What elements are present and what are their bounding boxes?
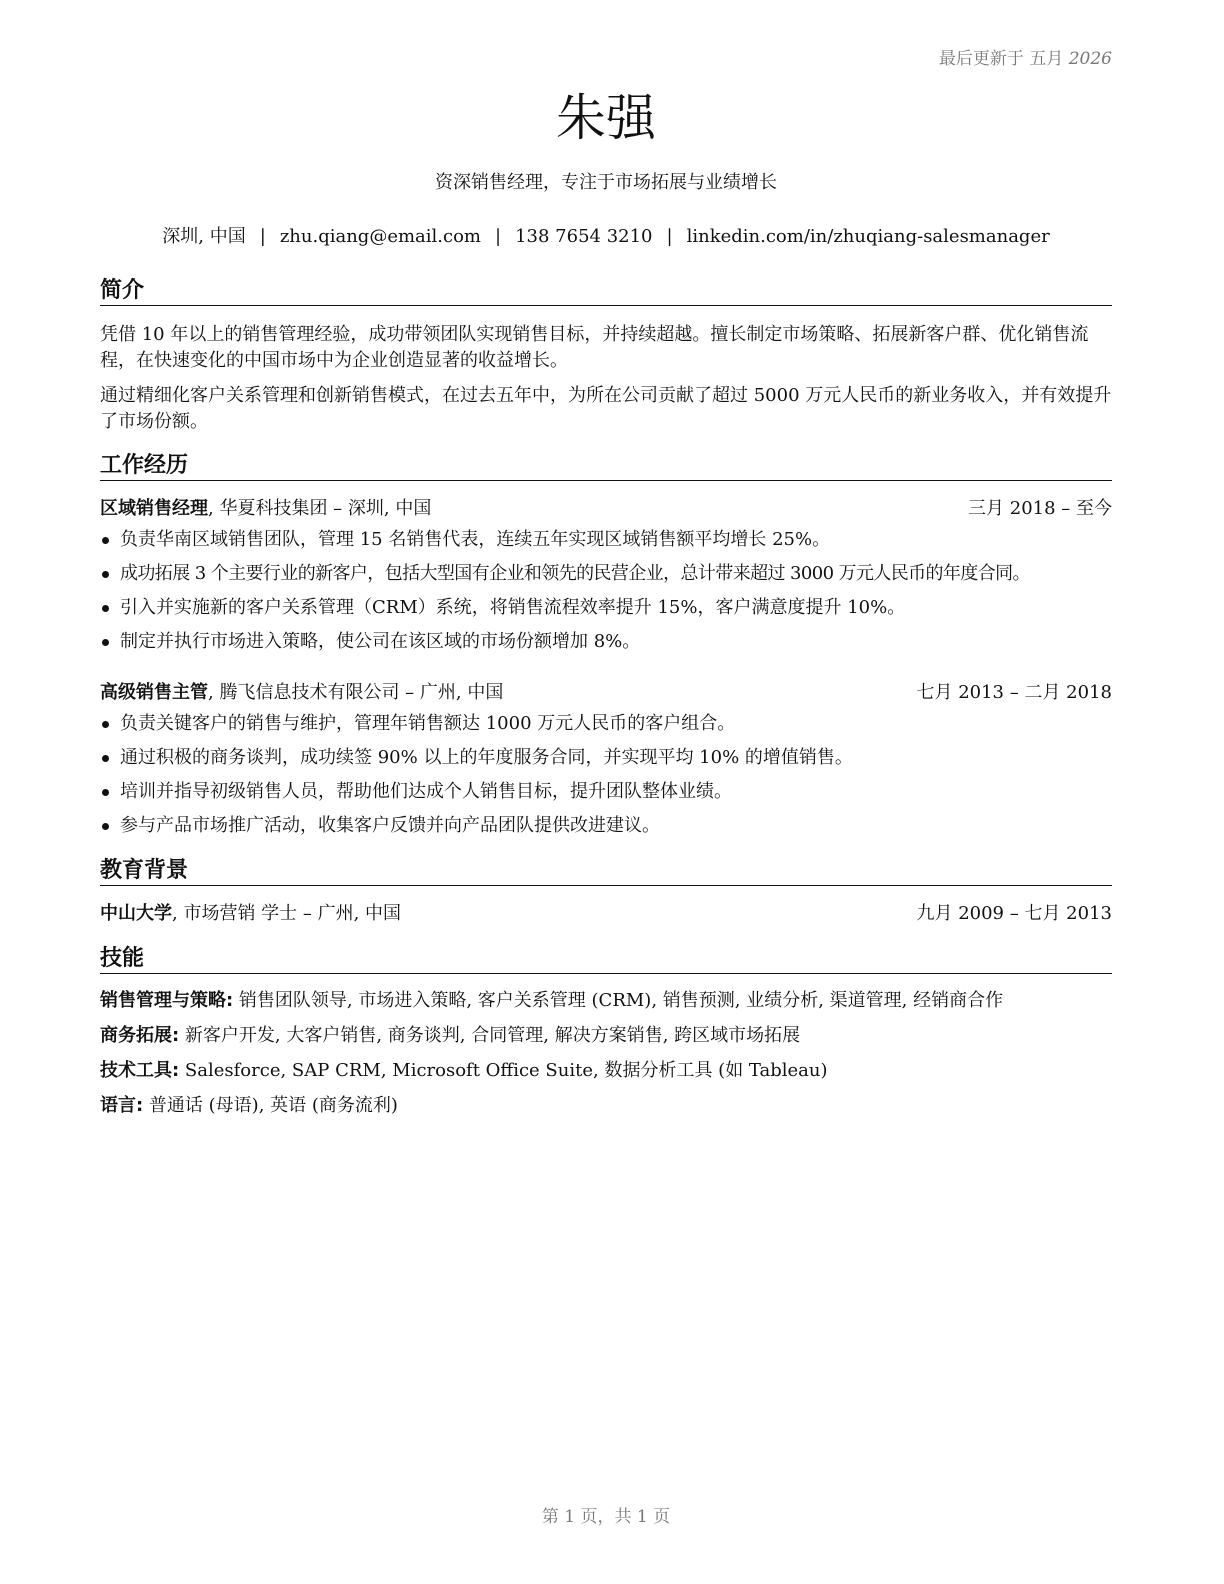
page-footer: 第 1 页，共 1 页 [541, 1507, 671, 1527]
contact-location: 深圳, 中国 [162, 226, 246, 247]
bullet-dot [102, 639, 109, 646]
bullet-dot [102, 721, 109, 728]
job-bullets [100, 527, 1112, 663]
section-title-skills: 技能 [100, 945, 1112, 974]
bullet-text: 制定并执行市场进入策略，使公司在该区域的市场份额增加 8%。 [120, 631, 641, 652]
skill-value: 新客户开发, 大客户销售, 商务谈判, 合同管理, 解决方案销售, 跨区域市场拓展 [179, 1025, 801, 1046]
skill-label: 语言: [100, 1095, 144, 1116]
job-dates: 三月 2018 – 至今 [968, 498, 1112, 519]
contact-separator: | [259, 226, 266, 247]
bullet-dot [102, 537, 109, 544]
skill-label: 商务拓展: [100, 1025, 180, 1046]
skill-value: 普通话 (母语), 英语 (商务流利) [143, 1095, 398, 1116]
bullet-dot [102, 789, 109, 796]
bullet-text: 培训并指导初级销售人员，帮助他们达成个人销售目标，提升团队整体业绩。 [120, 781, 732, 802]
headline: 资深销售经理，专注于市场拓展与业绩增长 [435, 172, 777, 193]
bullet-text: 负责关键客户的销售与维护，管理年销售额达 1000 万元人民币的客户组合。 [120, 713, 736, 734]
bullet-dot [102, 755, 109, 762]
candidate-name: 朱强 [556, 89, 656, 147]
list-item [100, 561, 1112, 587]
skill-label: 技术工具: [100, 1060, 180, 1081]
section-title-experience: 工作经历 [100, 452, 1112, 481]
contact-separator: | [666, 226, 673, 247]
skill-row [100, 1093, 1112, 1119]
skill-row [100, 1023, 1112, 1049]
skill-row [100, 988, 1112, 1014]
resume-page [100, 0, 1112, 1584]
bullet-dot [102, 571, 109, 578]
contact-linkedin[interactable]: linkedin.com/in/zhuqiang-salesmanager [686, 226, 1050, 247]
summary-paragraph-1: 凭借 10 年以上的销售管理经验，成功带领团队实现销售目标，并持续超越。擅长制定市场策略、拓展新客户群、优化销售流程，在快速变化的中国市场中为企业创造显著的收益增长。 [100, 324, 1089, 371]
job-bullets [100, 711, 1112, 847]
list-item [100, 595, 1112, 621]
list-item [100, 711, 1112, 737]
skill-label: 销售管理与策略: [100, 990, 234, 1011]
bullet-text: 成功拓展 3 个主要行业的新客户，包括大型国有企业和领先的民营企业，总计带来超过 3000 万元人民币的年度合同。 [120, 563, 1030, 584]
job-org: , 腾飞信息技术有限公司 – 广州, 中国 [208, 682, 504, 703]
bullet-dot [102, 605, 109, 612]
summary-paragraph-2: 通过精细化客户关系管理和创新销售模式，在过去五年中，为所在公司贡献了超过 5000 万元人民币的新业务收入，并有效提升了市场份额。 [100, 385, 1112, 432]
job-role: 区域销售经理 [100, 498, 208, 519]
job-role: 高级销售主管 [100, 682, 208, 703]
bullet-text: 参与产品市场推广活动，收集客户反馈并向产品团队提供改进建议。 [120, 815, 660, 836]
section-title-summary: 简介 [100, 277, 1112, 306]
bullet-text: 负责华南区域销售团队，管理 15 名销售代表，连续五年实现区域销售额平均增长 25%。 [120, 529, 831, 550]
job-dates: 七月 2013 – 二月 2018 [916, 682, 1112, 703]
last-updated-prefix: 最后更新于 五月 [938, 49, 1064, 69]
contact-line [100, 224, 1112, 250]
list-item [100, 745, 1112, 771]
bullet-text: 通过积极的商务谈判，成功续签 90% 以上的年度服务合同，并实现平均 10% 的增值销售。 [120, 747, 853, 768]
list-item [100, 779, 1112, 805]
section-title-education: 教育背景 [100, 857, 1112, 886]
contact-phone: 138 7654 3210 [515, 226, 653, 247]
last-updated-year: 2026 [1068, 49, 1112, 69]
contact-separator: | [495, 226, 502, 247]
list-item [100, 813, 1112, 839]
contact-email[interactable]: zhu.qiang@email.com [279, 226, 482, 247]
education-entry [100, 901, 1112, 927]
skill-row [100, 1058, 1112, 1084]
list-item [100, 527, 1112, 553]
skill-value: Salesforce, SAP CRM, Microsoft Office Suite, 数据分析工具 (如 Tableau) [179, 1060, 828, 1081]
education-dates: 九月 2009 – 七月 2013 [916, 903, 1112, 924]
bullet-dot [102, 823, 109, 830]
skill-value: 销售团队领导, 市场进入策略, 客户关系管理 (CRM), 销售预测, 业绩分析, 渠道管理, 经销商合作 [233, 990, 1004, 1011]
job-org: , 华夏科技集团 – 深圳, 中国 [208, 498, 432, 519]
education-detail: , 市场营销 学士 – 广州, 中国 [172, 903, 402, 924]
school-name: 中山大学 [100, 903, 172, 924]
job-header [100, 680, 1112, 706]
list-item [100, 629, 1112, 655]
job-header [100, 496, 1112, 522]
bullet-text: 引入并实施新的客户关系管理（CRM）系统，将销售流程效率提升 15%，客户满意度提升 10%。 [120, 597, 906, 618]
last-updated [939, 44, 1112, 69]
